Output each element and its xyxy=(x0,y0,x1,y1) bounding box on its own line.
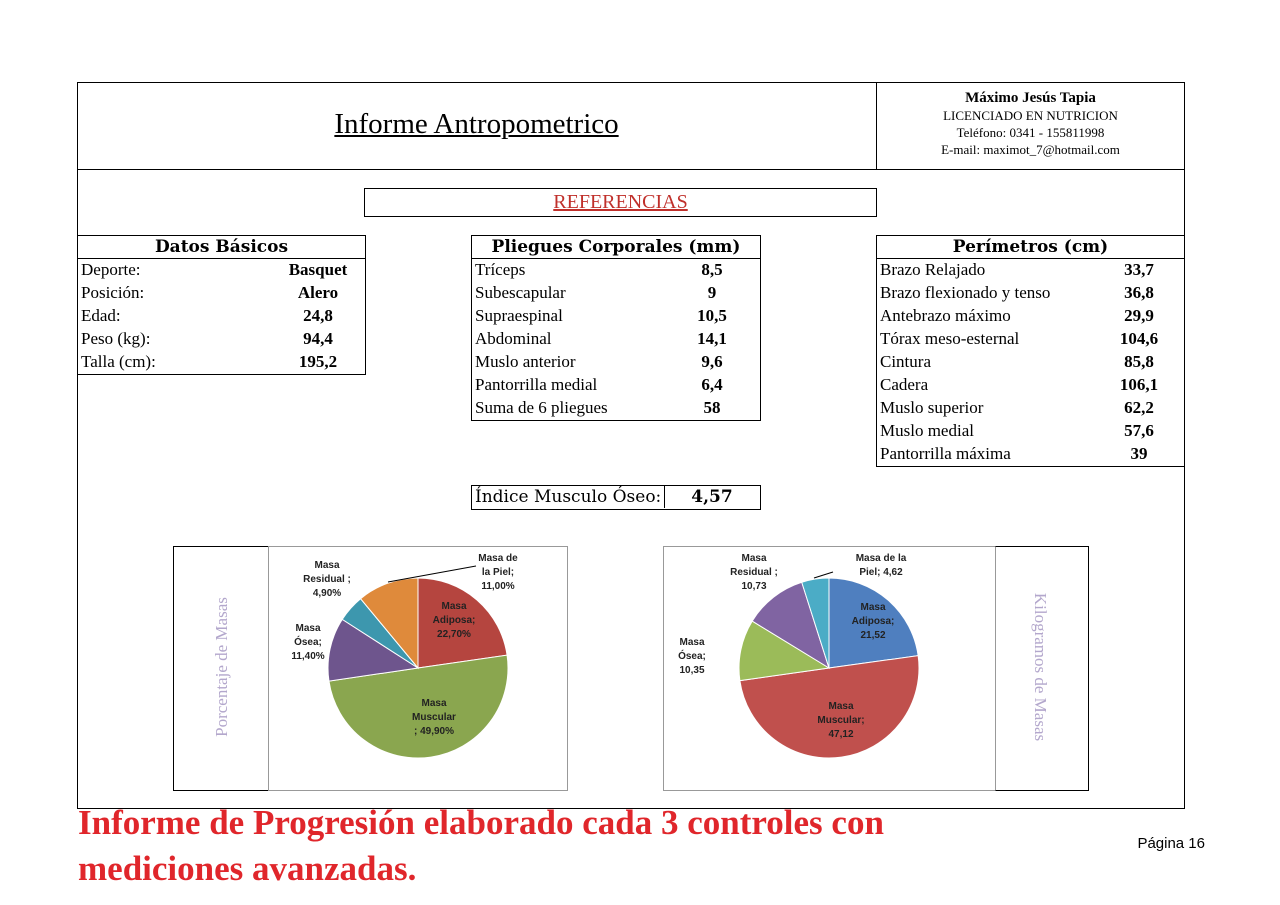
perimetros-row xyxy=(877,419,1184,442)
pie-data-label-line: Residual ; xyxy=(303,574,351,585)
pie-data-label-line: Masa xyxy=(295,623,321,634)
author-name: Máximo Jesús Tapia xyxy=(965,90,1096,106)
pliegues-row-label: Supraespinal xyxy=(475,306,563,325)
pie-data-label xyxy=(665,636,719,678)
pie-data-label xyxy=(294,559,360,601)
datos-basicos-row-label: Deporte: xyxy=(81,260,141,279)
pliegues-row-label: Suma de 6 pliegues xyxy=(475,398,608,417)
perimetros-row-label: Brazo Relajado xyxy=(880,260,986,279)
datos-basicos-row-label: Edad: xyxy=(81,306,121,325)
pie-data-label xyxy=(719,552,789,594)
perimetros-row-label: Muslo medial xyxy=(880,421,974,440)
chart-percent-labels xyxy=(268,546,568,791)
datos-basicos-row-value: 24,8 xyxy=(303,306,333,325)
pliegues-row xyxy=(472,258,760,281)
references-label: REFERENCIAS xyxy=(553,191,688,213)
datos-basicos-row-label: Talla (cm): xyxy=(81,352,156,371)
pliegues-row-value: 14,1 xyxy=(697,329,727,348)
pliegues-row-value: 8,5 xyxy=(701,260,723,279)
datos-basicos-row xyxy=(78,304,365,327)
pie-data-label-line: 11,40% xyxy=(291,651,325,662)
chart-percent-title: Porcentaje de Masas xyxy=(212,597,231,737)
pie-data-label xyxy=(843,552,919,580)
pie-data-label-line: Muscular; xyxy=(817,715,865,726)
pie-data-label-line: Piel; 4,62 xyxy=(859,567,903,578)
datos-basicos-title: Datos Básicos xyxy=(78,236,365,259)
footer-line-1: Informe de Progresión elaborado cada 3 controles con xyxy=(78,803,884,842)
author-block xyxy=(876,90,1185,158)
pie-data-label xyxy=(809,700,873,742)
pliegues-row-label: Muslo anterior xyxy=(475,352,576,371)
pie-data-label-line: 47,12 xyxy=(828,729,854,740)
pliegues-row xyxy=(472,373,760,396)
perimetros-row xyxy=(877,327,1184,350)
perimetros-row xyxy=(877,258,1184,281)
perimetros-row-label: Cintura xyxy=(880,352,931,371)
pie-data-label-line: 4,90% xyxy=(312,588,342,599)
datos-basicos-row xyxy=(78,258,365,281)
pie-data-label-line: 10,35 xyxy=(679,665,705,676)
perimetros-row xyxy=(877,396,1184,419)
perimetros-row-label: Brazo flexionado y tenso xyxy=(880,283,1051,302)
indice-value: 4,57 xyxy=(691,487,733,507)
datos-basicos-row-label: Peso (kg): xyxy=(81,329,151,348)
page-title: Informe Antropometrico xyxy=(334,108,619,140)
pie-data-label-line: Masa xyxy=(679,637,705,648)
pliegues-row-value: 6,4 xyxy=(701,375,723,394)
pie-data-label xyxy=(284,622,332,664)
pliegues-row xyxy=(472,304,760,327)
perimetros-row-value: 33,7 xyxy=(1124,260,1154,279)
perimetros-row-label: Cadera xyxy=(880,375,929,394)
perimetros-row-value: 62,2 xyxy=(1124,398,1154,417)
datos-basicos-row-label: Posición: xyxy=(81,283,145,302)
perimetros-row-value: 104,6 xyxy=(1119,329,1159,348)
pie-data-label-line: 11,00% xyxy=(481,581,515,592)
perimetros-row-value: 39 xyxy=(1130,444,1148,463)
perimetros-row xyxy=(877,304,1184,327)
datos-basicos-row-value: 94,4 xyxy=(303,329,333,348)
pie-data-label-line: Muscular xyxy=(412,712,456,723)
pie-data-label xyxy=(420,600,488,642)
datos-basicos-row xyxy=(78,281,365,304)
indice-label: Índice Musculo Óseo: xyxy=(475,487,662,507)
pie-data-label-line: la Piel; xyxy=(481,567,515,578)
perimetros-row-value: 106,1 xyxy=(1119,375,1159,394)
pie-data-label-line: 21,52 xyxy=(860,630,886,641)
pliegues-row-value: 10,5 xyxy=(697,306,727,325)
pie-data-label-line: Residual ; xyxy=(730,567,778,578)
pliegues-row-label: Subescapular xyxy=(475,283,566,302)
pie-data-label xyxy=(841,601,905,643)
pliegues-row xyxy=(472,327,760,350)
pie-data-label-line: Masa xyxy=(314,560,340,571)
pie-data-label-line: ; 49,90% xyxy=(413,726,455,737)
perimetros-row xyxy=(877,281,1184,304)
pie-data-label-line: 10,73 xyxy=(741,581,767,592)
pie-data-label-line: Masa xyxy=(741,553,767,564)
perimetros-row-label: Antebrazo máximo xyxy=(880,306,1011,325)
footer-progress-note xyxy=(78,800,884,892)
references-box xyxy=(364,188,877,217)
pie-data-label-line: Masa xyxy=(860,602,886,613)
pie-data-label-line: 22,70% xyxy=(437,629,471,640)
pliegues-row-value: 9,6 xyxy=(701,352,723,371)
page-number: Página 16 xyxy=(1137,835,1205,852)
perimetros-row-label: Muslo superior xyxy=(880,398,984,417)
pliegues-row-value: 58 xyxy=(703,398,721,417)
pliegues-title: Pliegues Corporales (mm) xyxy=(472,236,760,259)
perimetros-table xyxy=(876,235,1185,467)
author-phone: Teléfono: 0341 - 155811998 xyxy=(956,125,1105,140)
indice-box xyxy=(471,485,761,510)
pie-data-label xyxy=(466,552,530,594)
perimetros-row-value: 85,8 xyxy=(1124,352,1154,371)
pliegues-row-value: 9 xyxy=(707,283,717,302)
pliegues-row-label: Tríceps xyxy=(475,260,526,279)
datos-basicos-row-value: Alero xyxy=(297,283,339,302)
pliegues-row xyxy=(472,281,760,304)
perimetros-row-label: Tórax meso-esternal xyxy=(880,329,1020,348)
pliegues-table xyxy=(471,235,761,421)
perimetros-row-value: 36,8 xyxy=(1124,283,1154,302)
author-email: E-mail: maximot_7@hotmail.com xyxy=(941,142,1120,157)
datos-basicos-row-value: 195,2 xyxy=(298,352,338,371)
pliegues-row xyxy=(472,350,760,373)
pliegues-row-label: Pantorrilla medial xyxy=(475,375,598,394)
chart-kg-labels xyxy=(663,546,996,791)
author-title: LICENCIADO EN NUTRICION xyxy=(943,108,1118,123)
datos-basicos-table xyxy=(77,235,366,375)
datos-basicos-row xyxy=(78,350,365,373)
perimetros-row-label: Pantorrilla máxima xyxy=(880,444,1011,463)
pie-data-label-line: Adiposa; xyxy=(432,615,476,626)
perimetros-row xyxy=(877,373,1184,396)
pliegues-row xyxy=(472,396,760,419)
perimetros-row xyxy=(877,350,1184,373)
datos-basicos-row-value: Basquet xyxy=(288,260,348,279)
pie-data-label xyxy=(398,697,470,739)
pie-data-label-line: Masa de xyxy=(478,553,518,564)
perimetros-row xyxy=(877,442,1184,465)
footer-line-2: mediciones avanzadas. xyxy=(78,849,417,888)
datos-basicos-row xyxy=(78,327,365,350)
perimetros-row-value: 29,9 xyxy=(1124,306,1154,325)
pie-data-label-line: Ósea; xyxy=(294,637,322,648)
pie-data-label-line: Adiposa; xyxy=(851,616,895,627)
pie-data-label-line: Masa xyxy=(421,698,447,709)
pliegues-row-label: Abdominal xyxy=(475,329,552,348)
pie-data-label-line: Masa xyxy=(828,701,854,712)
perimetros-title: Perímetros (cm) xyxy=(877,236,1184,259)
pie-data-label-line: Masa de la xyxy=(855,553,907,564)
perimetros-row-value: 57,6 xyxy=(1124,421,1154,440)
chart-kg-title: Kilogramos de Masas xyxy=(1031,592,1050,742)
pie-data-label-line: Ósea; xyxy=(678,651,706,662)
pie-data-label-line: Masa xyxy=(441,601,467,612)
